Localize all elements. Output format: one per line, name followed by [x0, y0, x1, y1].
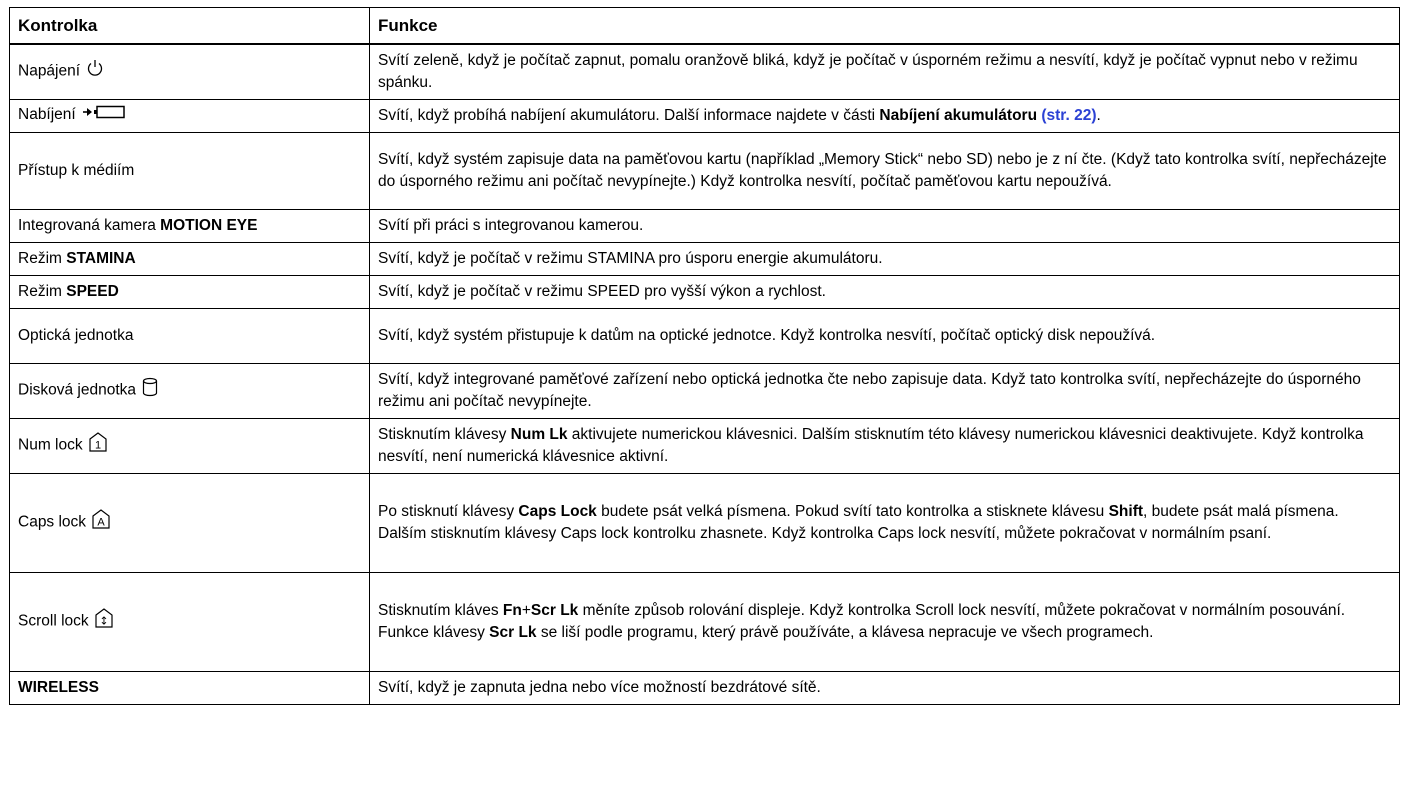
- table-row: [10, 99, 1400, 132]
- bold-term: WIRELESS: [18, 678, 99, 696]
- indicator-name: Napájení: [18, 62, 81, 80]
- function-cell: Svítí, když integrované paměťové zařízení nebo optická jednotka čte nebo zapisuje data. Když tato kontrolka svítí, nepřecházejte do úsporného režimu ani počítač nevypínejte.: [370, 363, 1400, 418]
- scroll-lock-icon: [95, 608, 113, 635]
- num-lock-icon: [89, 432, 107, 459]
- function-cell: [370, 99, 1400, 132]
- table-row: [10, 275, 1400, 308]
- power-icon: [86, 59, 104, 84]
- text: Stisknutím klávesy: [378, 425, 511, 443]
- text: , budete psát malá písmena. Dalším stisknutím klávesy Caps lock kontrolku zhasnete. Když kontrolka Caps lock nesvítí, můžete pokračovat v normálním psaní.: [378, 502, 1339, 542]
- indicator-cell: [10, 99, 370, 132]
- table-row: [10, 242, 1400, 275]
- text: se liší podle programu, který právě používáte, a klávesa nepracuje ve všech programech.: [536, 623, 1154, 641]
- svg-text:A: A: [97, 516, 105, 529]
- function-cell: Svítí, když systém přistupuje k datům na optické jednotce. Když kontrolka nesvítí, počítač optický disk nepoužívá.: [370, 308, 1400, 363]
- bold-term: SPEED: [66, 282, 119, 300]
- indicator-name: Caps lock: [18, 513, 87, 531]
- indicator-cell: [10, 242, 370, 275]
- indicator-table: [9, 7, 1400, 705]
- text: +: [521, 601, 531, 619]
- text: Stisknutím kláves: [378, 601, 503, 619]
- column-header-indicator: Kontrolka: [10, 8, 370, 45]
- bold-term: Fn: [502, 601, 522, 619]
- function-cell: Svítí, když je počítač v režimu SPEED pro vyšší výkon a rychlost.: [370, 275, 1400, 308]
- table-header-row: [10, 8, 1400, 45]
- column-header-function: Funkce: [370, 8, 1400, 45]
- svg-text:1: 1: [94, 439, 101, 452]
- indicator-cell: [10, 363, 370, 418]
- table-row: [10, 363, 1400, 418]
- indicator-cell: Přístup k médiím: [10, 132, 370, 209]
- function-cell: [370, 418, 1400, 473]
- function-cell: Svítí, když je zapnuta jedna nebo více možností bezdrátové sítě.: [370, 671, 1400, 704]
- table-row: [10, 671, 1400, 704]
- indicator-cell: [10, 572, 370, 671]
- function-cell: [370, 473, 1400, 572]
- indicator-name: Num lock: [18, 436, 83, 454]
- text: Po stisknutí klávesy: [378, 502, 519, 520]
- text: Režim: [18, 249, 67, 267]
- function-cell: [370, 572, 1400, 671]
- indicator-cell: [10, 44, 370, 99]
- bold-term: Scr Lk: [489, 623, 537, 641]
- table-row: [10, 418, 1400, 473]
- bold-term: STAMINA: [66, 249, 136, 267]
- page-link[interactable]: (str. 22): [1041, 106, 1097, 124]
- battery-charging-icon: [82, 104, 126, 126]
- table-row: [10, 209, 1400, 242]
- indicator-name: Scroll lock: [18, 612, 89, 630]
- bold-term: Shift: [1108, 502, 1144, 520]
- svg-text:↕: ↕: [99, 614, 109, 628]
- caps-lock-icon: [92, 509, 110, 536]
- table-row: [10, 308, 1400, 363]
- text: budete psát velká písmena. Pokud svítí tato kontrolka a stisknete klávesu: [596, 502, 1109, 520]
- bold-term: Caps Lock: [518, 502, 597, 520]
- indicator-cell: [10, 473, 370, 572]
- function-cell: Svítí při práci s integrovanou kamerou.: [370, 209, 1400, 242]
- table-row: [10, 473, 1400, 572]
- text: Svítí, když probíhá nabíjení akumulátoru. Další informace najdete v části: [378, 106, 880, 124]
- bold-term: Scr Lk: [530, 601, 579, 619]
- bold-term: Nabíjení akumulátoru: [879, 106, 1038, 124]
- text: Režim: [18, 282, 67, 300]
- text: měníte způsob rolování displeje. Když kontrolka Scroll lock nesvítí, můžete pokračovat v normálním posouvání. Funkce klávesy: [378, 601, 1346, 641]
- table-row: [10, 572, 1400, 671]
- indicator-cell: [10, 275, 370, 308]
- indicator-cell: [10, 671, 370, 704]
- indicator-cell: Optická jednotka: [10, 308, 370, 363]
- indicator-name: Disková jednotka: [18, 381, 137, 399]
- disk-drive-icon: [142, 377, 158, 404]
- table-row: [10, 44, 1400, 99]
- function-cell: Svítí zeleně, když je počítač zapnut, pomalu oranžově bliká, když je počítač v úsporném režimu a nesvítí, když je počítač vypnut nebo v režimu spánku.: [370, 44, 1400, 99]
- indicator-cell: [10, 209, 370, 242]
- indicator-name: Nabíjení: [18, 106, 76, 124]
- text: .: [1096, 106, 1101, 124]
- text: aktivujete numerickou klávesnici. Dalším stisknutím této klávesy numerickou klávesnici deaktivujete. Když kontrolka nesvítí, není numerická klávesnice aktivní.: [378, 425, 1364, 465]
- indicator-cell: [10, 418, 370, 473]
- function-cell: Svítí, když je počítač v režimu STAMINA pro úsporu energie akumulátoru.: [370, 242, 1400, 275]
- bold-term: Num Lk: [510, 425, 568, 443]
- function-cell: Svítí, když systém zapisuje data na paměťovou kartu (například „Memory Stick“ nebo SD) nebo je z ní čte. (Když tato kontrolka svítí, nepřecházejte do úsporného režimu ani počítač nevypínejte.) Když kontrolka nesvítí, počítač paměťovou kartu nepoužívá.: [370, 132, 1400, 209]
- bold-term: MOTION EYE: [160, 216, 258, 234]
- table-row: [10, 132, 1400, 209]
- text: Integrovaná kamera: [18, 216, 161, 234]
